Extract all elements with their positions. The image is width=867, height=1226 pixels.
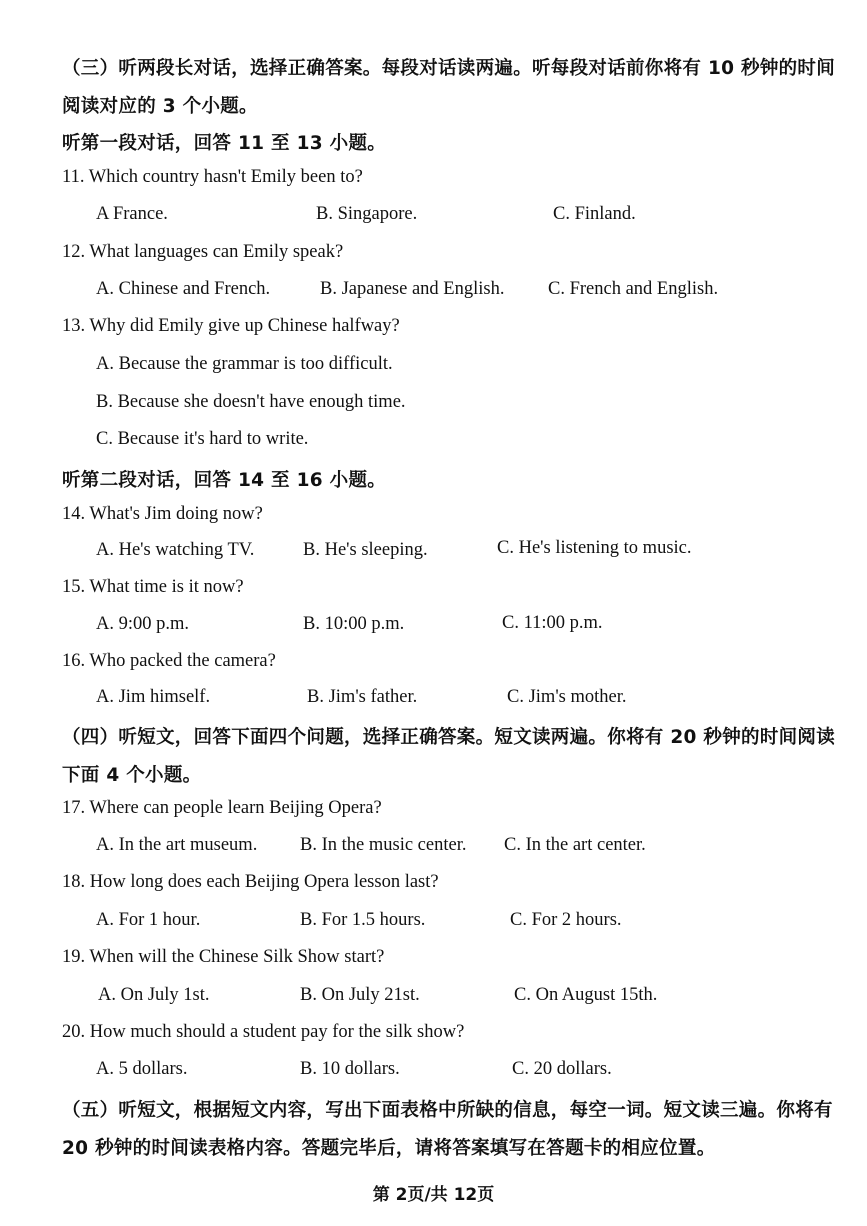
question-17-stem: 17. Where can people learn Beijing Opera? xyxy=(62,798,382,818)
question-15-stem: 15. What time is it now? xyxy=(62,577,244,597)
question-20-option-a: A. 5 dollars. xyxy=(96,1059,188,1079)
question-13-stem: 13. Why did Emily give up Chinese halfway? xyxy=(62,316,400,336)
question-16-option-c: C. Jim's mother. xyxy=(507,687,627,707)
section5-heading-line2: 20 秒钟的时间读表格内容。答题完毕后，请将答案填写在答题卡的相应位置。 xyxy=(62,1138,716,1159)
question-20-option-c: C. 20 dollars. xyxy=(512,1059,612,1079)
question-14-stem: 14. What's Jim doing now? xyxy=(62,504,263,524)
question-11-option-c: C. Finland. xyxy=(553,204,636,224)
question-11-option-b: B. Singapore. xyxy=(316,204,418,224)
question-12-option-a: A. Chinese and French. xyxy=(96,279,271,299)
question-17-option-c: C. In the art center. xyxy=(504,835,646,855)
question-16-option-a: A. Jim himself. xyxy=(96,687,211,707)
question-13-option-c: C. Because it's hard to write. xyxy=(96,429,309,449)
question-19-option-c: C. On August 15th. xyxy=(514,985,658,1005)
question-17-option-a: A. In the art museum. xyxy=(96,835,258,855)
question-18-stem: 18. How long does each Beijing Opera lesson last? xyxy=(62,872,439,892)
question-12-option-c: C. French and English. xyxy=(548,279,719,299)
section4-heading-line2: 下面 4 个小题。 xyxy=(62,765,202,786)
dialog2-instruction: 听第二段对话，回答 14 至 16 小题。 xyxy=(62,470,387,491)
section5-heading-line1: （五）听短文，根据短文内容，写出下面表格中所缺的信息，每空一词。短文读三遍。你将有 xyxy=(62,1100,833,1121)
question-18-option-b: B. For 1.5 hours. xyxy=(300,910,426,930)
question-11-option-a: A France. xyxy=(96,204,168,224)
question-14-option-a: A. He's watching TV. xyxy=(96,540,255,560)
question-12-stem: 12. What languages can Emily speak? xyxy=(62,242,344,262)
question-19-stem: 19. When will the Chinese Silk Show start? xyxy=(62,947,385,967)
question-13-option-b: B. Because she doesn't have enough time. xyxy=(96,392,406,412)
question-14-option-b: B. He's sleeping. xyxy=(303,540,428,560)
question-20-stem: 20. How much should a student pay for the silk show? xyxy=(62,1022,465,1042)
section4-heading-line1: （四）听短文，回答下面四个问题，选择正确答案。短文读两遍。你将有 20 秒钟的时间阅读 xyxy=(62,727,836,748)
section3-heading-line2: 阅读对应的 3 个小题。 xyxy=(62,96,258,117)
page-footer: 第 2页/共 12页 xyxy=(372,1185,495,1205)
question-14-option-c: C. He's listening to music. xyxy=(497,538,692,558)
question-16-stem: 16. Who packed the camera? xyxy=(62,651,276,671)
section3-heading-line1: （三）听两段长对话，选择正确答案。每段对话读两遍。听每段对话前你将有 10 秒钟的时间 xyxy=(62,58,836,79)
question-11-stem: 11. Which country hasn't Emily been to? xyxy=(62,167,363,187)
question-12-option-b: B. Japanese and English. xyxy=(320,279,505,299)
question-15-option-c: C. 11:00 p.m. xyxy=(502,613,603,633)
question-13-option-a: A. Because the grammar is too difficult. xyxy=(96,354,393,374)
question-20-option-b: B. 10 dollars. xyxy=(300,1059,400,1079)
dialog1-instruction: 听第一段对话，回答 11 至 13 小题。 xyxy=(62,133,387,154)
question-17-option-b: B. In the music center. xyxy=(300,835,467,855)
question-19-option-a: A. On July 1st. xyxy=(98,985,210,1005)
question-16-option-b: B. Jim's father. xyxy=(307,687,418,707)
question-18-option-a: A. For 1 hour. xyxy=(96,910,201,930)
question-18-option-c: C. For 2 hours. xyxy=(510,910,622,930)
question-19-option-b: B. On July 21st. xyxy=(300,985,420,1005)
question-15-option-b: B. 10:00 p.m. xyxy=(303,614,405,634)
question-15-option-a: A. 9:00 p.m. xyxy=(96,614,190,634)
